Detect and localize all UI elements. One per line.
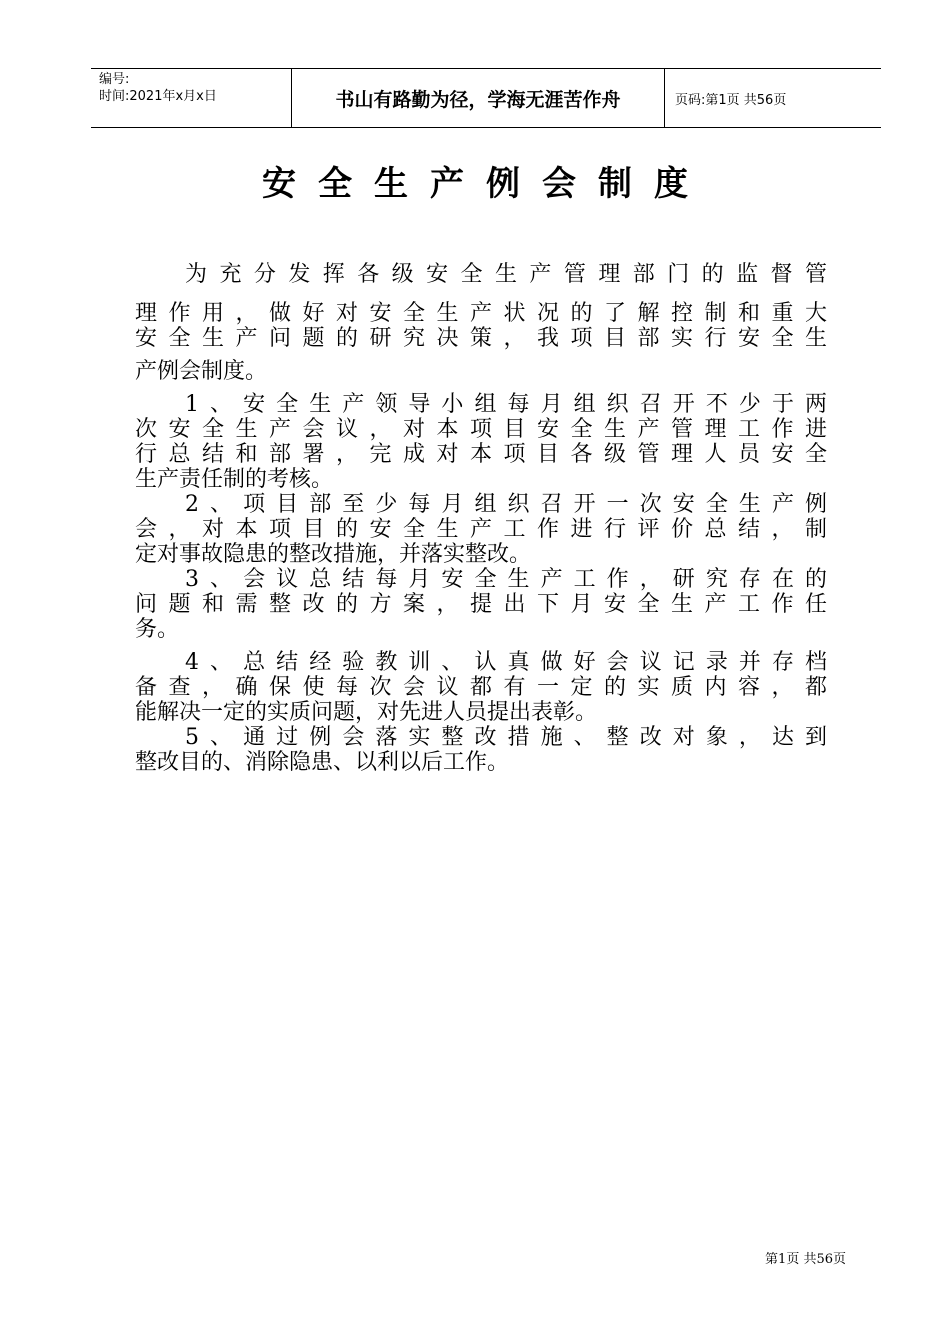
intro-line: 为充分发挥各级安全生产管理部门的监督管: [185, 262, 827, 287]
item-2-line: 会，对本项目的安全生产工作进行评价总结，制: [135, 517, 827, 542]
item-2-line: 2、项目部至少每月组织召开一次安全生产例: [185, 492, 827, 517]
document-header: [91, 68, 881, 128]
item-5-line: 5、通过例会落实整改措施、整改对象，达到: [185, 725, 827, 750]
item-1-line: 次安全生产会议，对本项目安全生产管理工作进: [135, 417, 827, 442]
item-3-line: 问题和需整改的方案，提出下月安全生产工作任: [135, 592, 827, 617]
intro-line: 理作用，做好对安全生产状况的了解控制和重大: [135, 301, 827, 326]
item-4-line: 备查，确保使每次会议都有一定的实质内容，都: [135, 675, 827, 700]
item-3-line: 务。: [135, 617, 180, 642]
footer-page-info: 第1页 共56页: [765, 1252, 846, 1267]
motto: 书山有路勤为径，学海无涯苦作舟: [292, 69, 665, 127]
document-title: 安全生产例会制度: [262, 164, 710, 204]
item-4-line: 4、总结经验教训、认真做好会议记录并存档: [185, 650, 827, 675]
item-5-line: 整改目的、消除隐患、以利以后工作。: [135, 750, 510, 775]
intro-line: 安全生产问题的研究决策，我项目部实行安全生: [135, 326, 827, 351]
item-2-line: 定对事故隐患的整改措施，并落实整改。: [135, 542, 532, 567]
serial-label: 编号:: [99, 72, 130, 87]
header-meta: [91, 69, 292, 127]
item-4-line: 能解决一定的实质问题，对先进人员提出表彰。: [135, 700, 598, 725]
intro-line: 产例会制度。: [135, 359, 268, 384]
document-body: [135, 262, 827, 775]
header-page-info: 页码:第1页 共56页: [675, 92, 787, 108]
item-1-line: 1、安全生产领导小组每月组织召开不少于两: [185, 392, 827, 417]
item-3-line: 3、会议总结每月安全生产工作，研究存在的: [185, 567, 827, 592]
item-1-line: 行总结和部署，完成对本项目各级管理人员安全: [135, 442, 827, 467]
time-label: 时间:2021年x月x日: [99, 89, 217, 104]
item-1-line: 生产责任制的考核。: [135, 467, 334, 492]
